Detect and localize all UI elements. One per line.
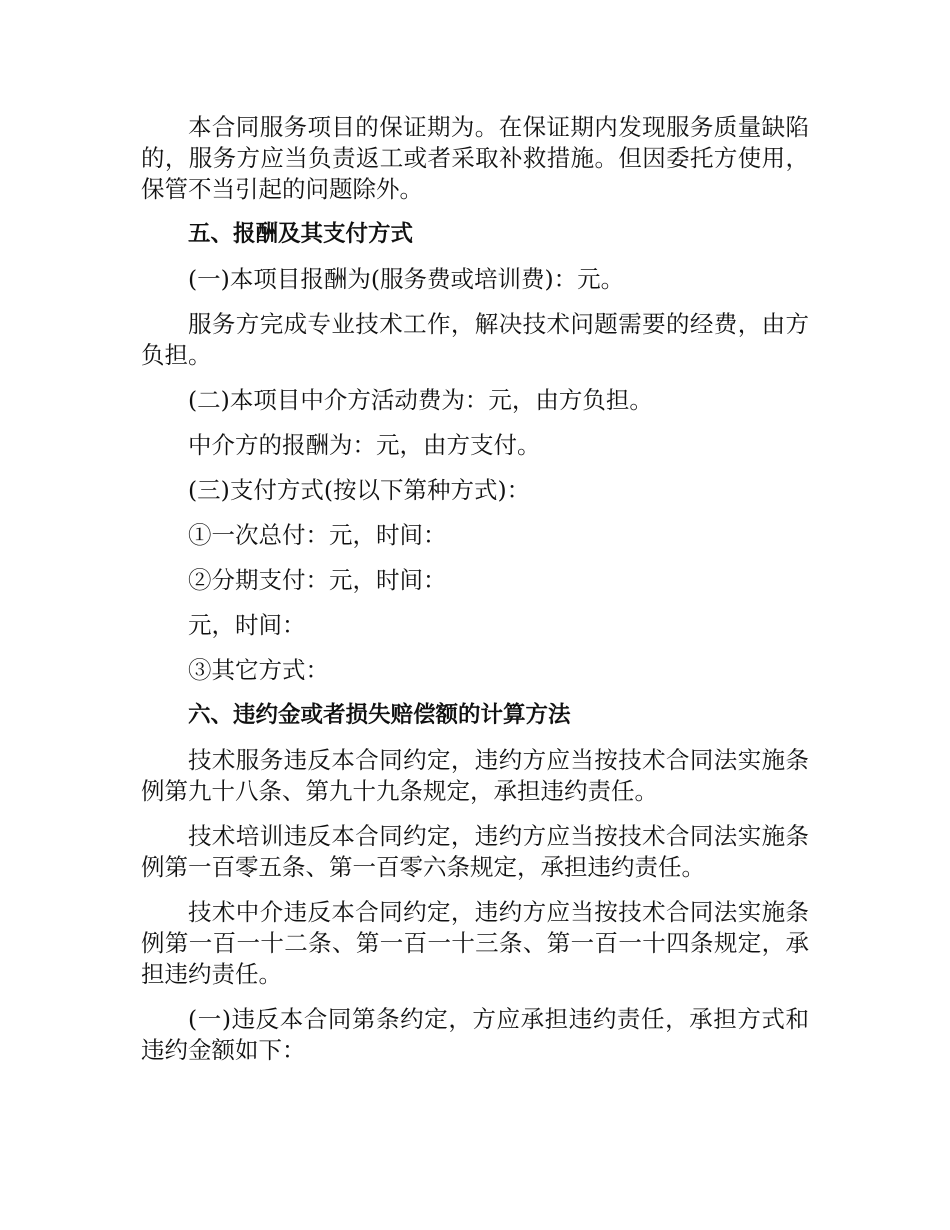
payment-expense-paragraph: 服务方完成专业技术工作，解决技术问题需要的经费，由方负担。 (141, 310, 809, 369)
warranty-paragraph: 本合同服务项目的保证期为。在保证期内发现服务质量缺陷的，服务方应当负责返工或者采取补救措施。但因委托方使用，保管不当引起的问题除外。 (141, 113, 809, 203)
payment-option-installments-continued: 元，时间： (188, 611, 306, 639)
payment-item-1: (一)本项目报酬为(服务费或培训费)：元。 (188, 265, 625, 293)
payment-option-other: ③其它方式： (188, 656, 329, 684)
document-body (141, 112, 809, 1080)
payment-option-lump-sum: ①一次总付：元，时间： (188, 521, 447, 549)
penalty-item-1: (一)违反本合同第条约定，方应承担违约责任，承担方式和违约金额如下： (141, 1005, 809, 1064)
penalty-service-paragraph: 技术服务违反本合同约定，违约方应当按技术合同法实施条例第九十八条、第九十九条规定，承担违约责任。 (141, 746, 809, 805)
intermediary-fee-paragraph: 中介方的报酬为：元，由方支付。 (188, 431, 541, 459)
penalty-intermediary-paragraph: 技术中介违反本合同约定，违约方应当按技术合同法实施条例第一百一十二条、第一百一十三条、第一百一十四条规定，承担违约责任。 (141, 898, 809, 988)
section-heading-payment: 五、报酬及其支付方式 (188, 221, 414, 247)
penalty-training-paragraph: 技术培训违反本合同约定，违约方应当按技术合同法实施条例第一百零五条、第一百零六条规定，承担违约责任。 (141, 822, 809, 881)
payment-option-installments: ②分期支付：元，时间： (188, 566, 447, 594)
payment-item-2: (二)本项目中介方活动费为：元，由方负担。 (188, 386, 653, 414)
payment-item-3: (三)支付方式(按以下第种方式)： (188, 476, 531, 504)
section-heading-penalty: 六、违约金或者损失赔偿额的计算方法 (188, 702, 571, 728)
